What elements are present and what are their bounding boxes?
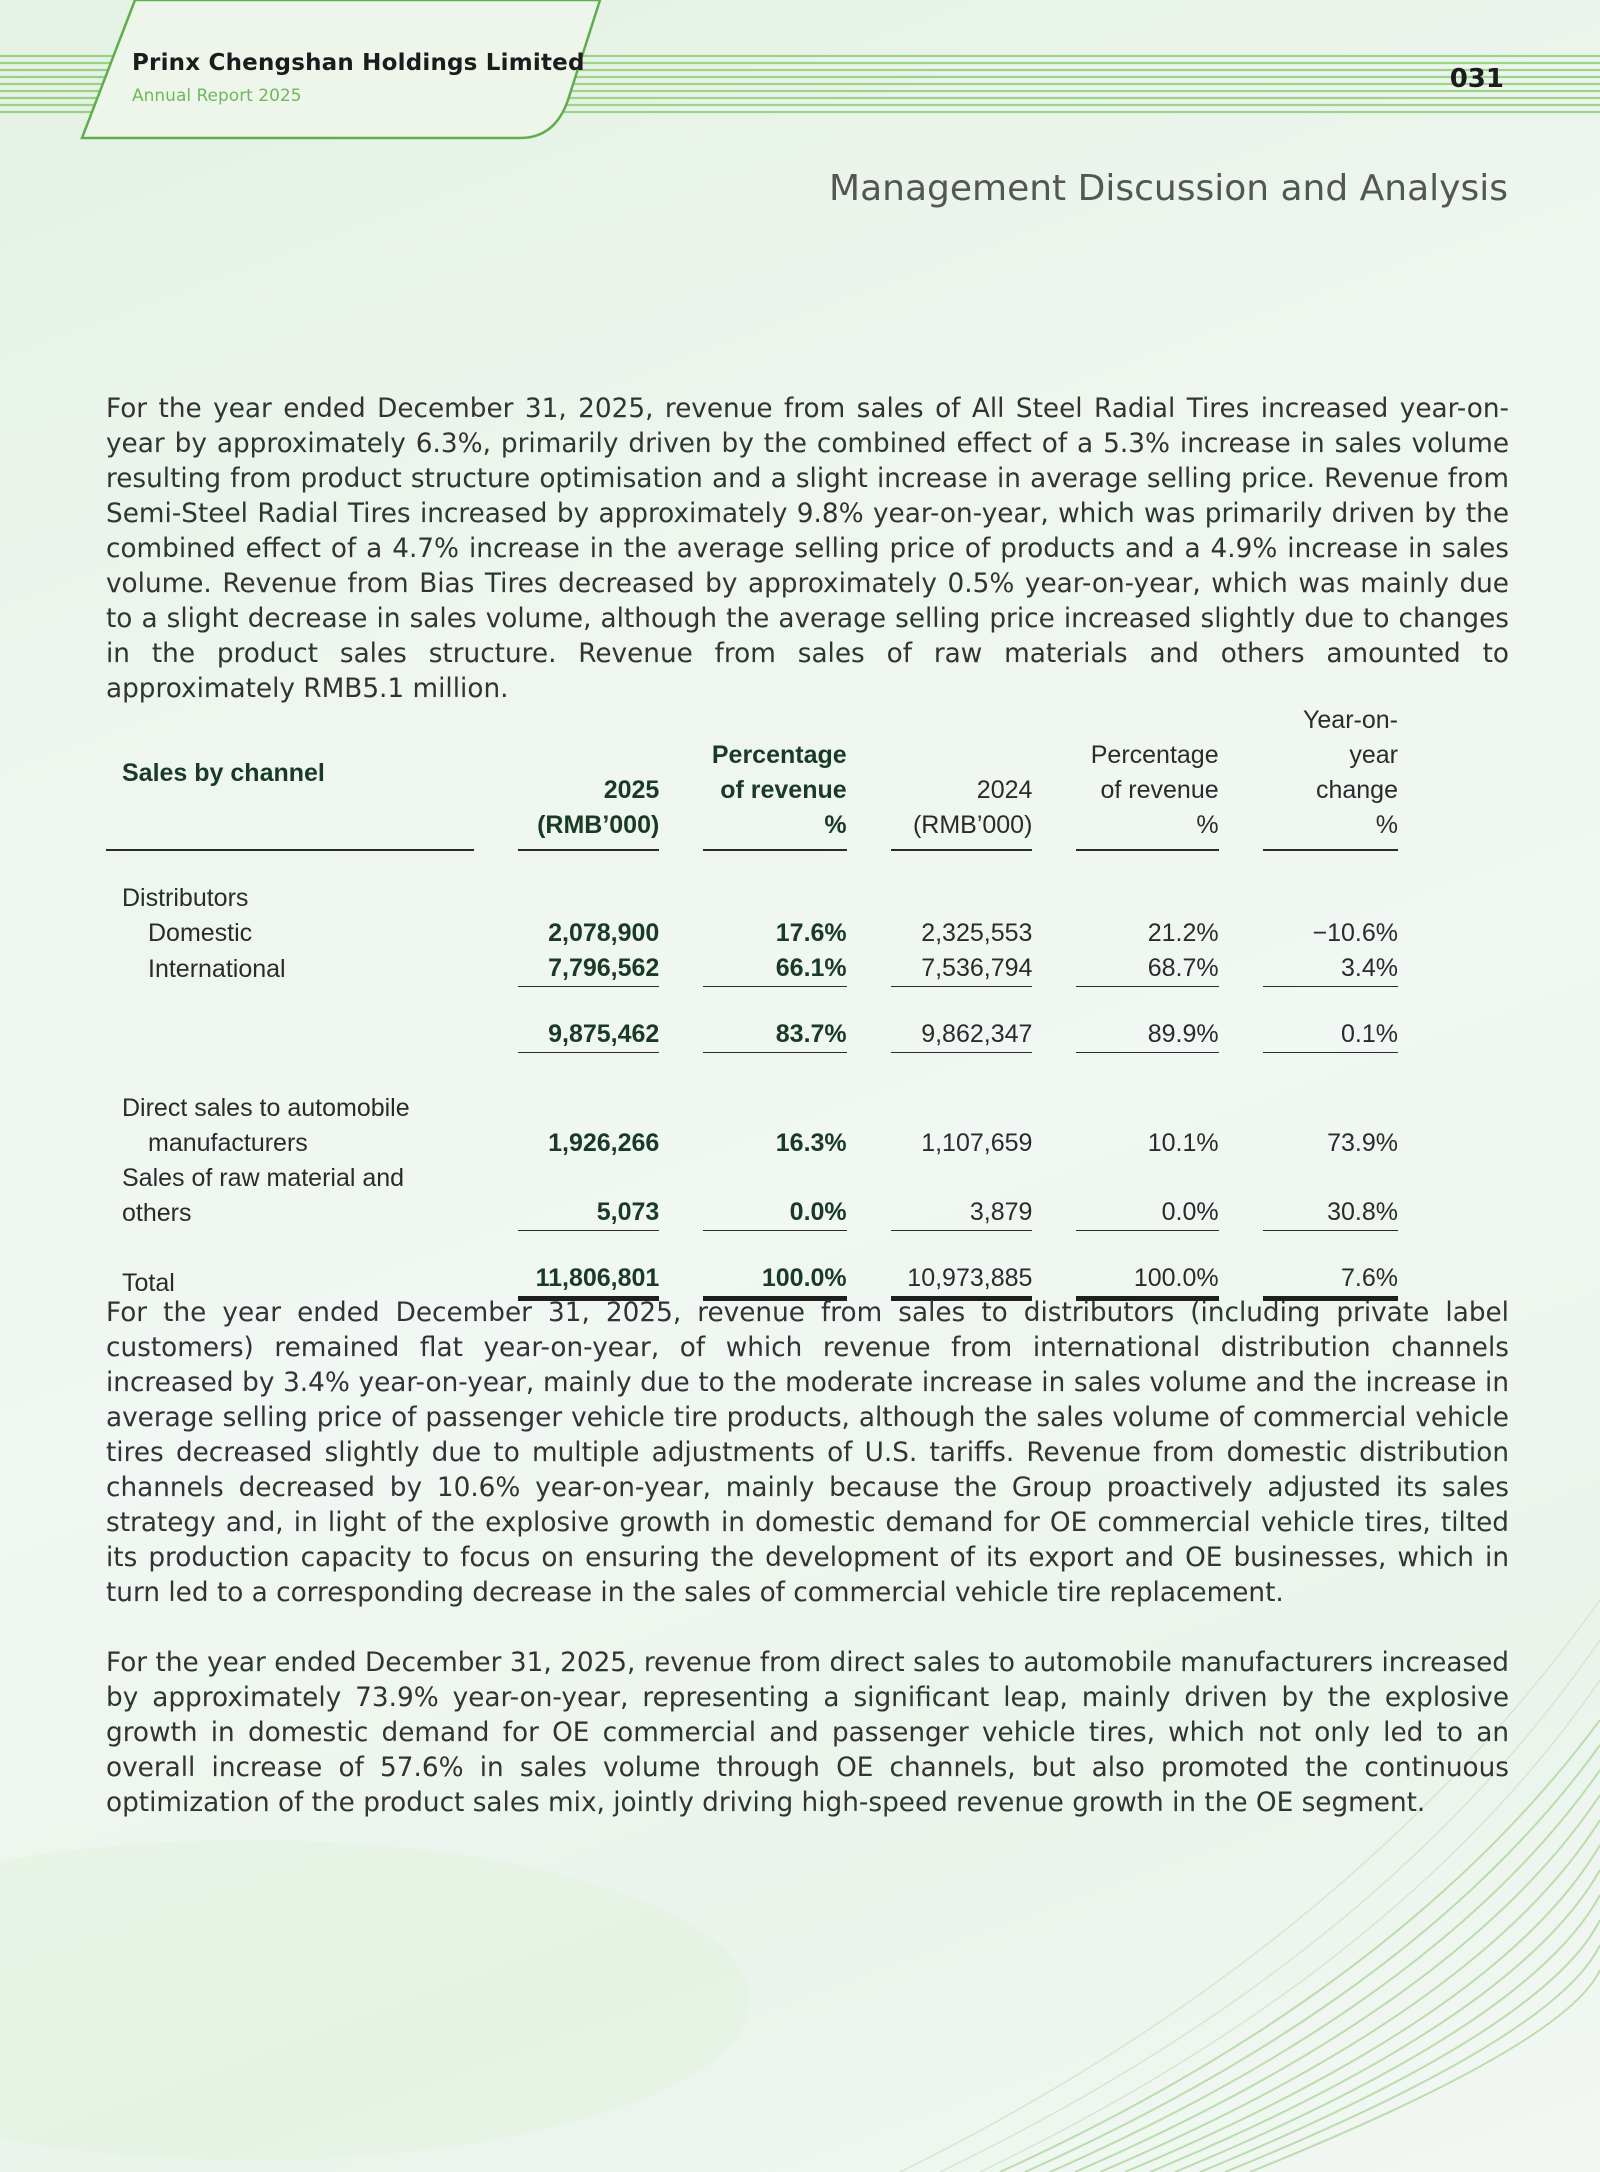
- header-pct-2025: Percentage of revenue %: [703, 703, 846, 851]
- header-2025: 2025 (RMB’000): [518, 703, 660, 851]
- table-row: [106, 1126, 1398, 1161]
- cell-pct-2024: 100.0%: [1076, 1261, 1218, 1301]
- cell-value-2025: 9,875,462: [518, 1017, 660, 1053]
- section-title: Management Discussion and Analysis: [829, 168, 1508, 209]
- cell-value-2025: 7,796,562: [518, 951, 660, 987]
- sales-by-channel-table: [62, 703, 1442, 1301]
- cell-pct-2025: 17.6%: [775, 919, 847, 947]
- cell-pct-2025: 66.1%: [703, 951, 846, 987]
- report-name: Annual Report 2025: [132, 86, 302, 106]
- row-label: Domestic: [148, 919, 253, 947]
- cell-pct-2025: 83.7%: [703, 1017, 846, 1053]
- cell-pct-2025: 16.3%: [775, 1129, 847, 1157]
- cell-value-2024: 3,879: [891, 1161, 1033, 1231]
- cell-pct-2024: 0.0%: [1076, 1161, 1218, 1231]
- page-number: 031: [1449, 64, 1504, 94]
- cell-yoy: 0.1%: [1263, 1017, 1398, 1053]
- paragraph-distributors: For the year ended December 31, 2025, revenue from sales to distributors (including private label customers) remained flat year-on-year, of which revenue from international distribution channels increased by 3.4% year-on-year, mainly due to the moderate increase in sales volume and the increase in average selling price of passenger vehicle tire products, although the sales volume of commercial vehicle tires decreased slightly due to multiple adjustments of U.S. tariffs. Revenue from domestic distribution channels decreased by 10.6% year-on-year, mainly because the Group proactively adjusted its sales strategy and, in light of the explosive growth in domestic demand for OE commercial vehicle tires, tilted its production capacity to focus on ensuring the development of its export and OE businesses, which in turn led to a corresponding decrease in the sales of commercial vehicle tire replacement.: [106, 1298, 1509, 1608]
- cell-value-2025: 5,073: [518, 1161, 660, 1231]
- cell-yoy: 30.8%: [1263, 1161, 1398, 1231]
- cell-pct-2024: 21.2%: [1147, 919, 1219, 947]
- cell-pct-2025: 100.0%: [703, 1261, 846, 1301]
- header-pct-2024: Percentage of revenue %: [1076, 703, 1218, 851]
- header-yoy: Year-on-year change %: [1263, 703, 1398, 851]
- paragraph-tire-revenue: For the year ended December 31, 2025, revenue from sales of All Steel Radial Tires increased year-on-year by approximately 6.3%, primarily driven by the combined effect of a 5.3% increase in sales volume resulting from product structure optimisation and a slight increase in average selling price. Revenue from Semi-Steel Radial Tires increased by approximately 9.8% year-on-year, which was primarily driven by the combined effect of a 4.7% increase in the average selling price of products and a 4.9% increase in sales volume. Revenue from Bias Tires decreased by approximately 0.5% year-on-year, which was mainly due to a slight decrease in sales volume, although the average selling price increased slightly due to changes in the product sales structure. Revenue from sales of raw materials and others amounted to approximately RMB5.1 million.: [106, 394, 1509, 704]
- paragraph-direct-sales: For the year ended December 31, 2025, revenue from direct sales to automobile manufacturers increased by approximately 73.9% year-on-year, representing a significant leap, mainly driven by the explosive growth in domestic demand for OE commercial and passenger vehicle tires, which not only led to an overall increase of 57.6% in sales volume through OE channels, but also promoted the continuous optimization of the product sales mix, jointly driving high-speed revenue growth in the OE segment.: [106, 1648, 1509, 1818]
- header-brand: [132, 50, 585, 106]
- cell-value-2024: 1,107,659: [921, 1129, 1033, 1157]
- row-label: International: [148, 955, 286, 983]
- table-row: [106, 1091, 1398, 1126]
- cell-pct-2024: 89.9%: [1076, 1017, 1218, 1053]
- cell-pct-2024: 68.7%: [1076, 951, 1218, 987]
- row-label-line1: Direct sales to automobile: [122, 1094, 410, 1122]
- header-2024: 2024 (RMB’000): [891, 703, 1033, 851]
- cell-value-2025: 1,926,266: [548, 1129, 660, 1157]
- cell-yoy: 3.4%: [1263, 951, 1398, 987]
- group-distributors: Distributors: [122, 884, 249, 912]
- cell-value-2024: 10,973,885: [891, 1261, 1033, 1301]
- cell-value-2025: 2,078,900: [548, 919, 660, 947]
- cell-value-2024: 2,325,553: [921, 919, 1033, 947]
- row-label: Total: [122, 1269, 175, 1297]
- table-row: [106, 951, 1398, 987]
- cell-value-2024: 7,536,794: [891, 951, 1033, 987]
- cell-pct-2025: 0.0%: [703, 1161, 846, 1231]
- row-label: Sales of raw material and others: [122, 1164, 405, 1227]
- table-row: [106, 881, 1398, 916]
- cell-yoy: −10.6%: [1312, 919, 1398, 947]
- cell-value-2024: 9,862,347: [891, 1017, 1033, 1053]
- table-row: [106, 1161, 1398, 1231]
- table-header-row: [106, 703, 1398, 851]
- cell-yoy: 73.9%: [1327, 1129, 1398, 1157]
- table-row-subtotal: [106, 1017, 1398, 1053]
- table-row-total: [106, 1261, 1398, 1301]
- cell-pct-2024: 10.1%: [1147, 1129, 1219, 1157]
- table-row: [106, 916, 1398, 951]
- cell-value-2025: 11,806,801: [518, 1261, 660, 1301]
- table-title: Sales by channel: [106, 703, 474, 851]
- cell-yoy: 7.6%: [1263, 1261, 1398, 1301]
- company-name: Prinx Chengshan Holdings Limited: [132, 50, 585, 76]
- row-label-line2: manufacturers: [148, 1129, 308, 1157]
